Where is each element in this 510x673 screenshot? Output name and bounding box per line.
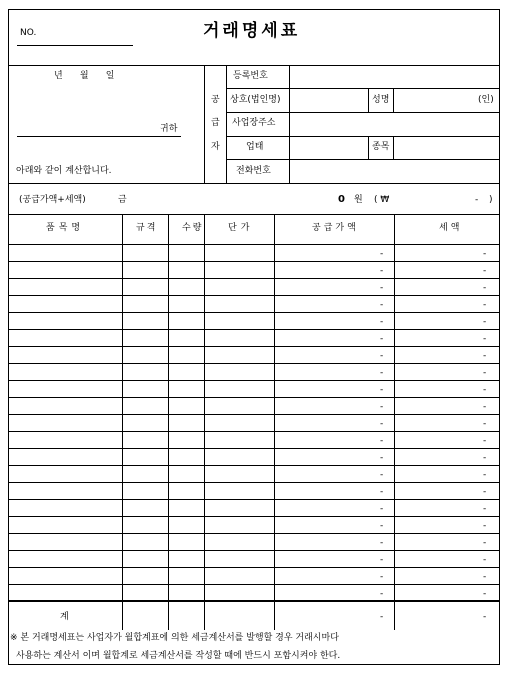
supplier-side-label-2: 급 (211, 118, 220, 128)
row-divider (8, 397, 499, 398)
row-supply-value: - (380, 249, 384, 259)
row-supply-value: - (380, 266, 384, 276)
row-supply-value: - (380, 521, 384, 531)
row-supply-value: - (380, 300, 384, 310)
sum-label: 계 (60, 612, 69, 622)
row-tax-value: - (483, 385, 487, 395)
supplier-side-label-1: 공 (211, 95, 220, 105)
col-header-supply: 공급가액 (312, 223, 359, 233)
row-tax-value: - (483, 436, 487, 446)
row-supply-value: - (380, 470, 384, 480)
seal-label: (인) (478, 95, 494, 105)
name-label: 성명 (372, 95, 390, 105)
address-label: 사업장주소 (232, 118, 276, 128)
date-label: 년 월 일 (54, 71, 115, 81)
business-item-label: 종목 (372, 142, 390, 152)
row-tax-value: - (483, 300, 487, 310)
row-tax-value: - (483, 555, 487, 565)
amount-label: 금 (118, 195, 127, 205)
row-divider (8, 261, 499, 262)
recipient-suffix: 귀하 (160, 124, 178, 134)
row-supply-value: - (380, 436, 384, 446)
row-tax-value: - (483, 487, 487, 497)
row-tax-value: - (483, 368, 487, 378)
row-divider (8, 567, 499, 568)
row-supply-value: - (380, 317, 384, 327)
row-supply-value: - (380, 385, 384, 395)
col-header-item: 품목명 (46, 223, 85, 233)
row-tax-value: - (483, 538, 487, 548)
row-supply-value: - (380, 453, 384, 463)
statement-text: 아래와 같이 계산합니다. (16, 166, 112, 176)
row-divider (8, 516, 499, 517)
row-divider (8, 414, 499, 415)
footnote-line-1: ※ 본 거래명세표는 사업자가 월합계표에 의한 세금계산서를 발행할 경우 거래시마다 (10, 633, 339, 643)
reg-no-label: 등록번호 (233, 71, 268, 81)
row-supply-value: - (380, 487, 384, 497)
row-divider (8, 465, 499, 466)
supplier-side-label-3: 자 (211, 142, 220, 152)
row-supply-value: - (380, 589, 384, 599)
row-divider (8, 380, 499, 381)
row-supply-value: - (380, 504, 384, 514)
amount-value: 0 (338, 194, 345, 205)
row-supply-value: - (380, 419, 384, 429)
row-divider (8, 584, 499, 585)
sum-divider (8, 600, 499, 601)
col-header-qty: 수량 (182, 223, 204, 233)
currency-value: - (475, 195, 479, 205)
row-divider (8, 533, 499, 534)
row-supply-value: - (380, 283, 384, 293)
col-header-price: 단가 (228, 223, 254, 233)
row-tax-value: - (483, 589, 487, 599)
won-label: 원 (354, 195, 363, 205)
row-tax-value: - (483, 453, 487, 463)
row-divider (8, 278, 499, 279)
row-tax-value: - (483, 402, 487, 412)
row-supply-value: - (380, 402, 384, 412)
row-divider (8, 431, 499, 432)
col-header-spec: 규격 (136, 223, 158, 233)
currency-open: ( ₩ (374, 195, 390, 205)
phone-label: 전화번호 (236, 166, 271, 176)
row-tax-value: - (483, 470, 487, 480)
row-divider (8, 482, 499, 483)
row-divider (8, 448, 499, 449)
row-supply-value: - (380, 538, 384, 548)
row-divider (8, 346, 499, 347)
row-divider (8, 499, 499, 500)
business-type-label: 업태 (246, 142, 264, 152)
row-supply-value: - (380, 555, 384, 565)
page-title: 거래명세표 (203, 21, 301, 41)
sum-supply-value: - (380, 612, 384, 622)
row-tax-value: - (483, 419, 487, 429)
company-label: 상호(법인명) (230, 95, 281, 105)
row-tax-value: - (483, 266, 487, 276)
row-supply-value: - (380, 572, 384, 582)
currency-close: ) (489, 195, 493, 205)
row-supply-value: - (380, 351, 384, 361)
header-divider (8, 244, 499, 245)
row-tax-value: - (483, 521, 487, 531)
no-label: NO. (20, 28, 37, 38)
row-divider (8, 550, 499, 551)
row-divider (8, 601, 499, 602)
row-tax-value: - (483, 283, 487, 293)
row-tax-value: - (483, 504, 487, 514)
sum-tax-value: - (483, 612, 487, 622)
row-supply-value: - (380, 368, 384, 378)
row-tax-value: - (483, 572, 487, 582)
col-header-tax: 세액 (439, 223, 463, 233)
row-divider (8, 363, 499, 364)
footnote-line-2: 사용하는 계산서 이며 월합계로 세금계산서를 작성할 때에 반드시 포함시켜야 한다. (16, 651, 341, 661)
row-divider (8, 295, 499, 296)
row-tax-value: - (483, 334, 487, 344)
row-divider (8, 329, 499, 330)
total-label: (공급가액+세액) (19, 195, 86, 205)
row-tax-value: - (483, 351, 487, 361)
row-tax-value: - (483, 249, 487, 259)
row-tax-value: - (483, 317, 487, 327)
row-supply-value: - (380, 334, 384, 344)
items-table (8, 214, 499, 630)
row-divider (8, 312, 499, 313)
